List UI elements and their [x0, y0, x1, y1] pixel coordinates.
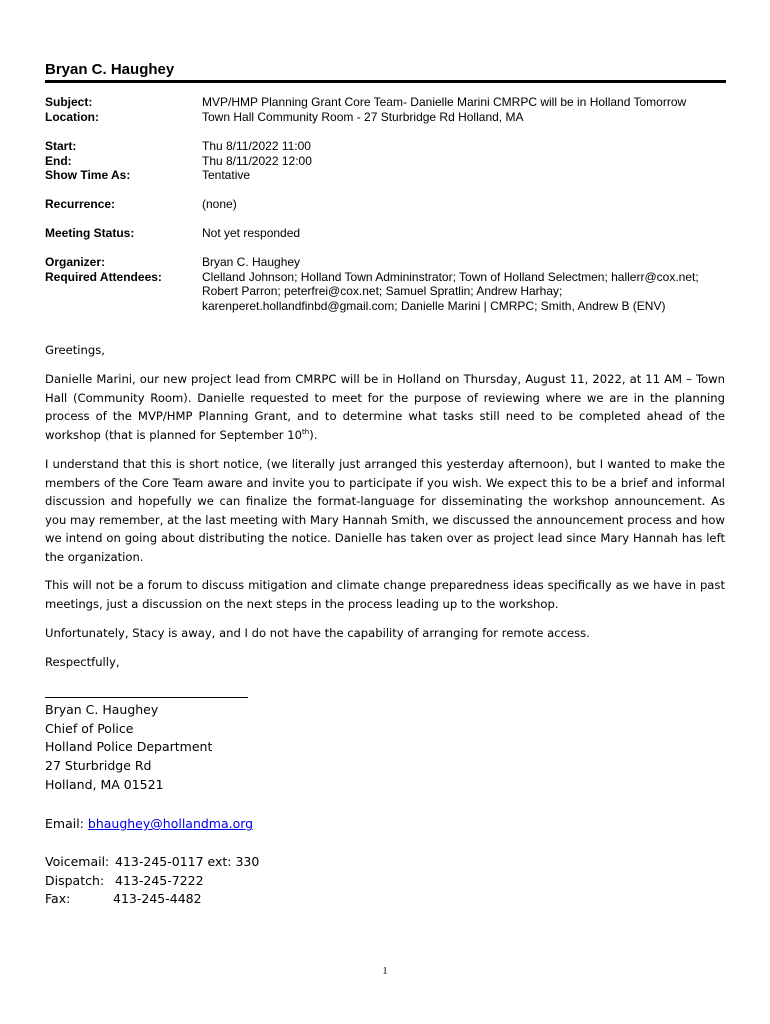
signature-city: Holland, MA 01521 — [45, 776, 164, 792]
subject-label: Subject: — [45, 95, 93, 109]
start-value: Thu 8/11/2022 11:00 — [202, 139, 311, 153]
meta-values — [202, 95, 742, 124]
show-time-value: Tentative — [202, 168, 251, 182]
paragraph-1-end: ). — [309, 427, 318, 442]
email-link[interactable]: bhaughey@hollandma.org — [87, 816, 254, 831]
voicemail-line — [45, 853, 259, 872]
required-attendees-line: Robert Parron; peterfrei@cox.net; Samuel Spratlin; Andrew Harhay; — [202, 284, 563, 298]
paragraph-1-text: Danielle Marini, our new project lead from CMRPC will be in Holland on Thursday, August 11, 2022, at 11 AM – Town Hall (Community Room). Danielle requested to meet for the purpose of reviewing where we are in the planning process of the MVP/HMP Planning Grant, and to determine what tasks still need to be completed ahead of the workshop (that is planned for September 10 — [45, 372, 725, 442]
attendee-values — [202, 255, 742, 313]
end-value: Thu 8/11/2022 12:00 — [202, 153, 312, 168]
signature-dept: Holland Police Department — [45, 739, 213, 755]
page-number: 1 — [382, 966, 388, 977]
email-label: Email: — [45, 816, 84, 831]
paragraph-2 — [45, 455, 725, 566]
ordinal-suffix: th — [302, 427, 310, 436]
time-values — [202, 139, 742, 183]
recurrence-label: Recurrence: — [45, 197, 116, 211]
time-labels — [45, 139, 195, 183]
end-label: End: — [45, 153, 72, 168]
paragraph-1 — [45, 370, 725, 444]
fax-value: 413-245-4482 — [113, 891, 202, 907]
fax-line — [45, 890, 259, 909]
attendee-labels — [45, 255, 195, 284]
header-name: Bryan C. Haughey — [45, 61, 175, 78]
dispatch-value: 413-245-7222 — [115, 872, 204, 888]
signature-line — [45, 697, 248, 698]
paragraph-3-text: This will not be a forum to discuss mitigation and climate change preparedness ideas specifically as we have in past meetings, just a discussion on the next steps in the process leading up to the workshop. — [45, 578, 725, 611]
required-attendees-label: Required Attendees: — [45, 269, 162, 284]
paragraph-3 — [45, 576, 725, 613]
greeting: Greetings, — [45, 343, 105, 357]
signature-title: Chief of Police — [45, 720, 134, 736]
email-line — [45, 815, 253, 834]
signature-block — [45, 701, 212, 795]
location-value: Town Hall Community Room - 27 Sturbridge Rd Holland, MA — [202, 109, 524, 124]
voicemail-value: 413-245-0117 ext: 330 — [115, 854, 260, 869]
meeting-status-label: Meeting Status: — [45, 226, 135, 240]
voicemail-label: Voicemail: — [45, 854, 110, 869]
dispatch-label: Dispatch: — [45, 872, 105, 888]
closing: Respectfully, — [45, 655, 120, 669]
organizer-label: Organizer: — [45, 255, 106, 269]
required-attendees-line: karenperet.hollandfinbd@gmail.com; Danielle Marini | CMRPC; Smith, Andrew B (ENV) — [202, 298, 666, 313]
recurrence-value: (none) — [202, 197, 237, 211]
show-time-label: Show Time As: — [45, 168, 131, 182]
required-attendees-line: Clelland Johnson; Holland Town Admininstrator; Town of Holland Selectmen; hallerr@cox.net; — [202, 269, 699, 284]
location-label: Location: — [45, 109, 99, 124]
meta-labels — [45, 95, 195, 124]
organizer-value: Bryan C. Haughey — [202, 255, 301, 269]
dispatch-line — [45, 872, 259, 891]
start-label: Start: — [45, 139, 77, 153]
paragraph-4 — [45, 624, 725, 643]
paragraph-4-text: Unfortunately, Stacy is away, and I do not have the capability of arranging for remote access. — [45, 626, 590, 640]
header-rule — [45, 80, 726, 83]
signature-name: Bryan C. Haughey — [45, 702, 159, 717]
meeting-status-value: Not yet responded — [202, 226, 301, 240]
subject-value: MVP/HMP Planning Grant Core Team- Danielle Marini CMRPC will be in Holland Tomorrow — [202, 95, 687, 109]
paragraph-2-text: I understand that this is short notice, (we literally just arranged this yesterday afternoon), but I wanted to make the members of the Core Team aware and invite you to participate if you wish. We expect this to be a brief and informal discussion and hopefully we can finalize the format-language for disseminating the workshop announcement. As you may remember, at the last meeting with Mary Hannah Smith, we discussed the announcement process and how we intend on going about distributing the notice. Danielle has taken over as project lead since Mary Hannah has left the organization. — [45, 457, 725, 564]
fax-label: Fax: — [45, 891, 71, 907]
phone-block — [45, 853, 259, 909]
signature-street: 27 Sturbridge Rd — [45, 758, 152, 774]
